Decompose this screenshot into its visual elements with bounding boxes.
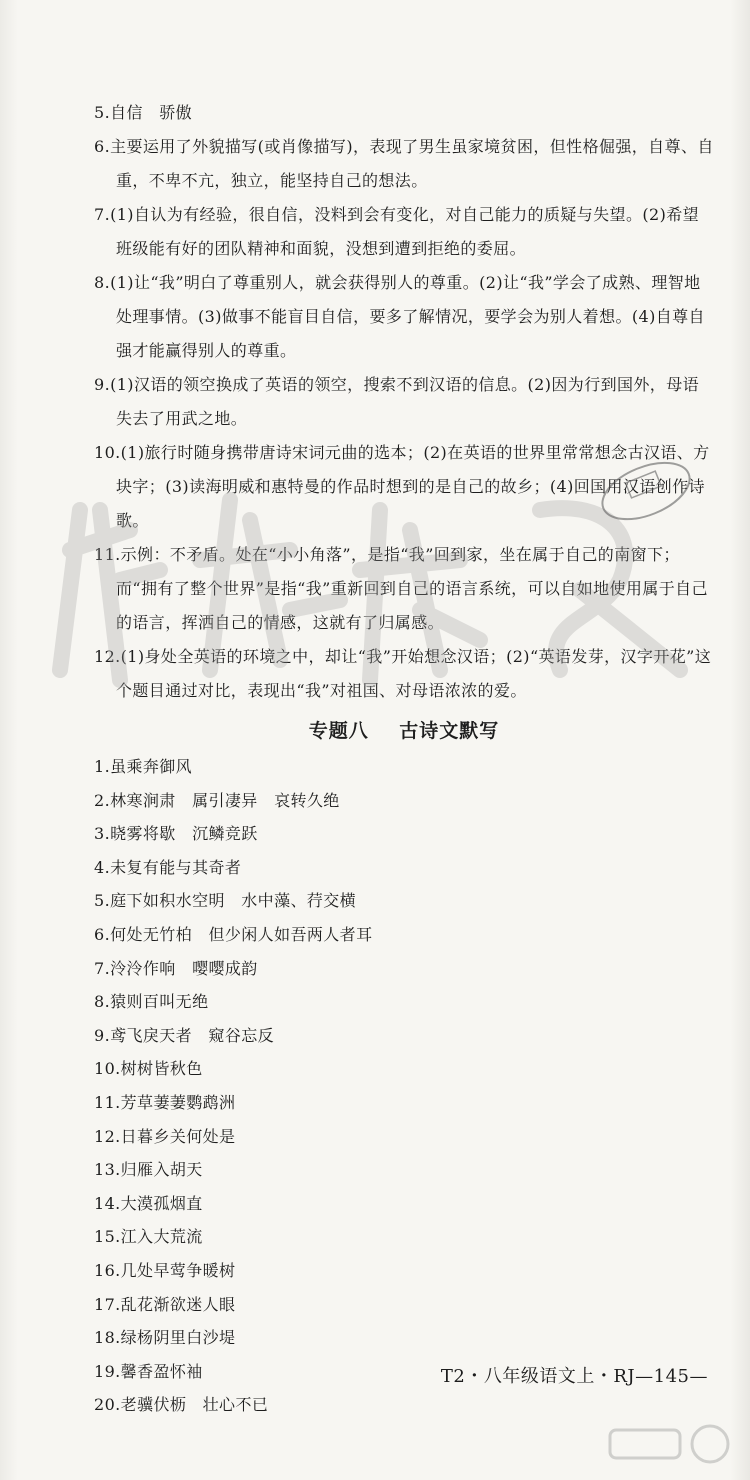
answer-text: 自信 骄傲 — [110, 103, 193, 122]
answer-item-8 — [94, 266, 714, 368]
answer-number: 12. — [94, 647, 121, 666]
poem-number: 2. — [94, 790, 111, 810]
poem-text: 老骥伏枥 壮心不已 — [120, 1395, 269, 1415]
answer-item-12 — [94, 640, 714, 708]
poem-number: 4. — [94, 857, 111, 877]
poem-item — [94, 952, 714, 986]
poem-item — [94, 750, 714, 784]
poem-text: 泠泠作响 嘤嘤成韵 — [110, 958, 258, 978]
answer-item-9 — [94, 368, 714, 436]
answer-number: 11. — [94, 545, 121, 564]
poem-text: 猿则百叫无绝 — [110, 992, 209, 1012]
section-title-topic: 专题八 — [308, 720, 369, 742]
page-footer: T2・八年级语文上・RJ—145— — [440, 1366, 708, 1387]
answer-text: (1)让“我”明白了尊重别人，就会获得别人的尊重。(2)让“我”学会了成熟、理智地处理事情。(3)做事不能盲目自信，要多了解情况，要学会为别人着想。(4)自尊自强才能赢得别人的尊重。 — [110, 273, 705, 360]
poem-item — [94, 1321, 714, 1355]
answer-item-6 — [94, 130, 714, 198]
poem-item — [94, 1254, 714, 1288]
answer-text: (1)自认为有经验，很自信，没料到会有变化，对自己能力的质疑与失望。(2)希望班级能有好的团队精神和面貌，没想到遭到拒绝的委屈。 — [110, 205, 700, 258]
poem-number: 8. — [94, 992, 111, 1012]
answer-text: (1)旅行时随身携带唐诗宋词元曲的选本；(2)在英语的世界里常常想念古汉语、方块字；(3)读海明威和惠特曼的作品时想到的是自己的故乡；(4)回国用汉语创作诗歌。 — [116, 443, 710, 530]
answer-content — [94, 96, 714, 1422]
poem-number: 17. — [94, 1294, 121, 1314]
poem-number: 19. — [94, 1361, 121, 1381]
poem-item — [94, 1086, 714, 1120]
answer-number: 9. — [94, 375, 111, 394]
poem-text: 树树皆秋色 — [120, 1059, 203, 1079]
answer-number: 10. — [94, 443, 121, 462]
answer-text: 示例：不矛盾。处在“小小角落”，是指“我”回到家，坐在属于自己的南窗下；而“拥有了整个世界”是指“我”重新回到自己的语言系统，可以自如地使用属于自己的语言，挥洒自己的情感，这就有了归属感。 — [116, 545, 708, 632]
section-title-name: 古诗文默写 — [399, 720, 500, 742]
poem-number: 6. — [94, 924, 111, 944]
poem-text: 日暮乡关何处是 — [120, 1126, 236, 1146]
poem-number: 9. — [94, 1025, 111, 1045]
answer-number: 5. — [94, 103, 111, 122]
poem-number: 7. — [94, 958, 111, 978]
poem-text: 虽乘奔御风 — [110, 757, 193, 776]
poem-text: 江入大荒流 — [120, 1227, 203, 1247]
poem-number: 1. — [94, 757, 111, 776]
poem-number: 11. — [94, 1092, 121, 1112]
poem-item — [94, 918, 714, 952]
poem-item — [94, 1153, 714, 1187]
poem-text: 芳草萋萋鹦鹉洲 — [120, 1092, 236, 1112]
answer-item-5 — [94, 96, 714, 130]
poem-number: 13. — [94, 1160, 121, 1180]
poem-item — [94, 1388, 714, 1422]
poem-answer-list — [94, 750, 714, 1422]
poem-item — [94, 985, 714, 1019]
poem-text: 归雁入胡天 — [120, 1160, 203, 1180]
corner-watermark-logo — [600, 1418, 740, 1478]
poem-text: 庭下如积水空明 水中藻、荇交横 — [110, 891, 357, 911]
poem-number: 3. — [94, 824, 111, 844]
answer-list — [94, 96, 714, 708]
answer-text: (1)汉语的领空换成了英语的领空，搜索不到汉语的信息。(2)因为行到国外，母语失去了用武之地。 — [110, 375, 700, 428]
answer-number: 6. — [94, 137, 111, 156]
poem-item — [94, 784, 714, 818]
poem-item — [94, 1288, 714, 1322]
poem-number: 18. — [94, 1328, 121, 1348]
poem-item — [94, 851, 714, 885]
poem-text: 鸢飞戾天者 窥谷忘反 — [110, 1025, 275, 1045]
poem-text: 晓雾将歇 沉鳞竞跃 — [110, 824, 258, 844]
poem-text: 大漠孤烟直 — [120, 1193, 203, 1213]
poem-number: 12. — [94, 1126, 121, 1146]
poem-number: 5. — [94, 891, 111, 911]
poem-number: 16. — [94, 1260, 121, 1280]
answer-item-7 — [94, 198, 714, 266]
poem-number: 20. — [94, 1395, 121, 1415]
poem-text: 何处无竹柏 但少闲人如吾两人者耳 — [110, 924, 373, 944]
poem-text: 几处早莺争暖树 — [120, 1260, 236, 1280]
poem-item — [94, 1220, 714, 1254]
poem-number: 10. — [94, 1059, 121, 1079]
poem-item — [94, 1120, 714, 1154]
poem-item — [94, 1187, 714, 1221]
answer-number: 7. — [94, 205, 111, 224]
poem-item — [94, 817, 714, 851]
poem-item — [94, 1019, 714, 1053]
poem-text: 绿杨阴里白沙堤 — [120, 1328, 236, 1348]
poem-text: 林寒涧肃 属引凄异 哀转久绝 — [110, 790, 340, 810]
answer-number: 8. — [94, 273, 111, 292]
answer-text: 主要运用了外貌描写(或肖像描写)，表现了男生虽家境贫困，但性格倔强，自尊、自重，不卑不亢，独立，能坚持自己的想法。 — [110, 137, 714, 190]
poem-number: 14. — [94, 1193, 121, 1213]
poem-item — [94, 884, 714, 918]
poem-text: 未复有能与其奇者 — [110, 857, 242, 877]
poem-item — [94, 1052, 714, 1086]
section-title — [94, 714, 714, 748]
answer-item-11 — [94, 538, 714, 640]
poem-text: 馨香盈怀袖 — [120, 1361, 203, 1381]
poem-text: 乱花渐欲迷人眼 — [120, 1294, 236, 1314]
answer-text: (1)身处全英语的环境之中，却让“我”开始想念汉语；(2)“英语发芽，汉字开花”这个题目通过对比，表现出“我”对祖国、对母语浓浓的爱。 — [116, 647, 712, 700]
poem-number: 15. — [94, 1227, 121, 1247]
